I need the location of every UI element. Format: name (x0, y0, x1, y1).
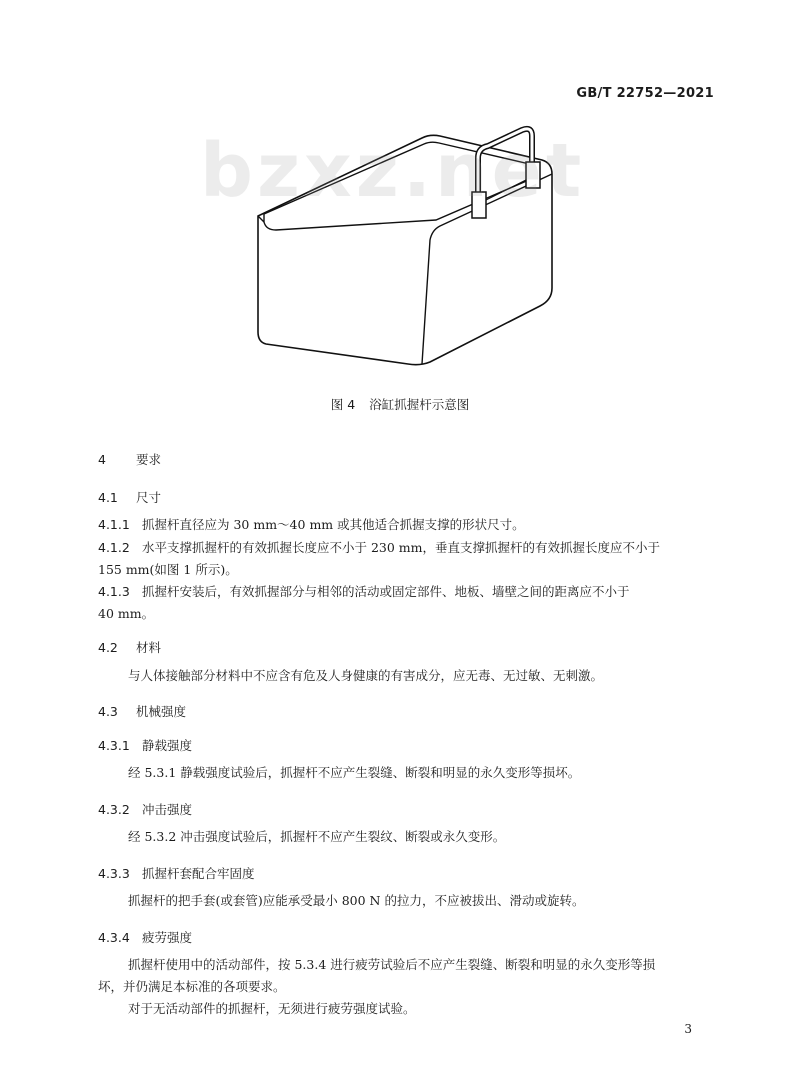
subsubsection-heading: 4.3.1 静载强度 (98, 738, 193, 753)
subsubsection-heading: 4.3.2 冲击强度 (98, 802, 193, 817)
subsection-heading: 4.3 机械强度 (98, 704, 187, 719)
subsubsection-heading: 4.3.3 抓握杆套配合牢固度 (98, 866, 255, 881)
subsection-heading: 4.2 材料 (98, 640, 162, 655)
fatigue-paragraph-1: 抓握杆使用中的活动部件，按 5.3.4 进行疲劳试验后不应产生裂缝、断裂和明显的永久变形等损 (128, 957, 656, 972)
clause-4-1-3-cont: 40 mm。 (98, 606, 155, 621)
figure-number: 图 4 (330, 397, 356, 412)
subsection-heading: 4.1 尺寸 (98, 490, 162, 505)
section-heading: 4 要求 (98, 452, 162, 467)
fit-firmness-paragraph: 抓握杆的把手套(或套管)应能承受最小 800 N 的拉力，不应被拔出、滑动或旋转。 (128, 893, 585, 908)
subsubsection-heading: 4.3.4 疲劳强度 (98, 930, 193, 945)
page-number: 3 (684, 1022, 692, 1036)
clause-4-1-2: 4.1.2 水平支撑抓握杆的有效抓握长度应不小于 230 mm，垂直支撑抓握杆的有效抓握长度应不小于 (98, 540, 661, 555)
watermark: bzxz.net (200, 128, 586, 214)
clause-4-1-2-cont: 155 mm(如图 1 所示)。 (98, 562, 238, 577)
standard-code: GB/T 22752—2021 (576, 86, 714, 101)
fatigue-paragraph-1-cont: 坏，并仍满足本标准的各项要求。 (98, 979, 286, 994)
impact-strength-paragraph: 经 5.3.2 冲击强度试验后，抓握杆不应产生裂纹、断裂或永久变形。 (128, 829, 506, 844)
clause-4-1-3: 4.1.3 抓握杆安装后，有效抓握部分与相邻的活动或固定部件、地板、墙壁之间的距离应不小于 (98, 584, 630, 599)
static-strength-paragraph: 经 5.3.1 静载强度试验后，抓握杆不应产生裂缝、断裂和明显的永久变形等损坏。 (128, 765, 581, 780)
material-paragraph: 与人体接触部分材料中不应含有危及人身健康的有害成分，应无毒、无过敏、无刺激。 (128, 668, 604, 683)
figure-title: 浴缸抓握杆示意图 (369, 397, 470, 412)
clause-4-1-1: 4.1.1 抓握杆直径应为 30 mm～40 mm 或其他适合抓握支撑的形状尺寸。 (98, 517, 525, 532)
figure-caption (0, 395, 800, 413)
fatigue-paragraph-2: 对于无活动部件的抓握杆，无须进行疲劳强度试验。 (128, 1001, 416, 1016)
